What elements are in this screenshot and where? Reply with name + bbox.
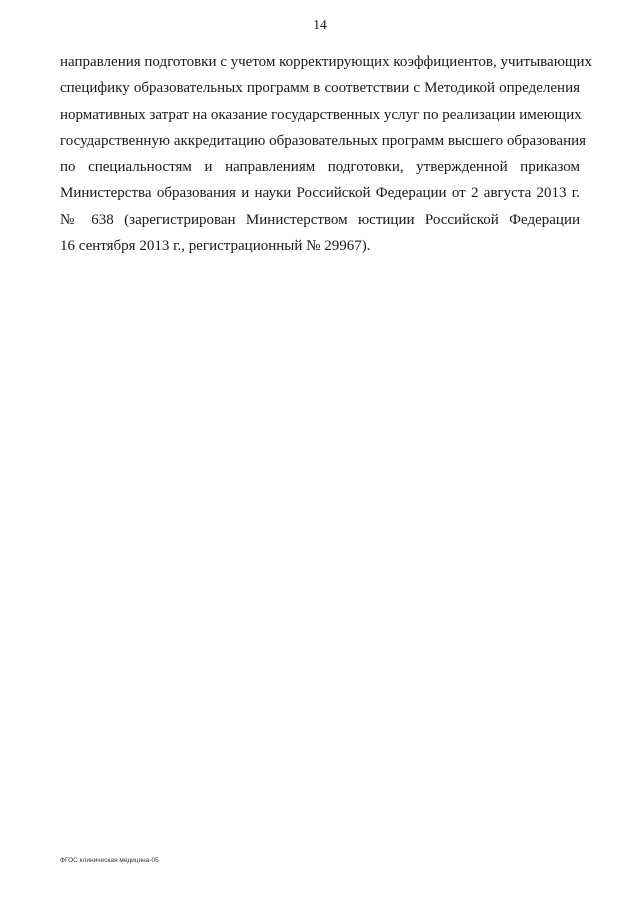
body-paragraph (60, 49, 592, 259)
paragraph-line: государственную аккредитацию образовательных программ высшего образования (60, 132, 587, 149)
paragraph-line: № 638 (зарегистрирован Министерством юстиции Российской Федерации (60, 211, 580, 228)
page-number: 14 (313, 17, 327, 32)
paragraph-line: Министерства образования и науки Российской Федерации от 2 августа 2013 г. (60, 185, 580, 202)
paragraph-line: нормативных затрат на оказание государственных услуг по реализации имеющих (60, 106, 582, 123)
footer-label: ФГОС клиническая медицина-05 (60, 857, 159, 864)
paragraph-line: специфику образовательных программ в соответствии с Методикой определения (60, 80, 580, 97)
paragraph-line: 16 сентября 2013 г., регистрационный № 29967). (60, 238, 371, 255)
paragraph-line: направления подготовки с учетом корректирующих коэффициентов, учитывающих (60, 54, 592, 70)
paragraph-line: по специальностям и направлениям подготовки, утвержденной приказом (60, 159, 580, 176)
